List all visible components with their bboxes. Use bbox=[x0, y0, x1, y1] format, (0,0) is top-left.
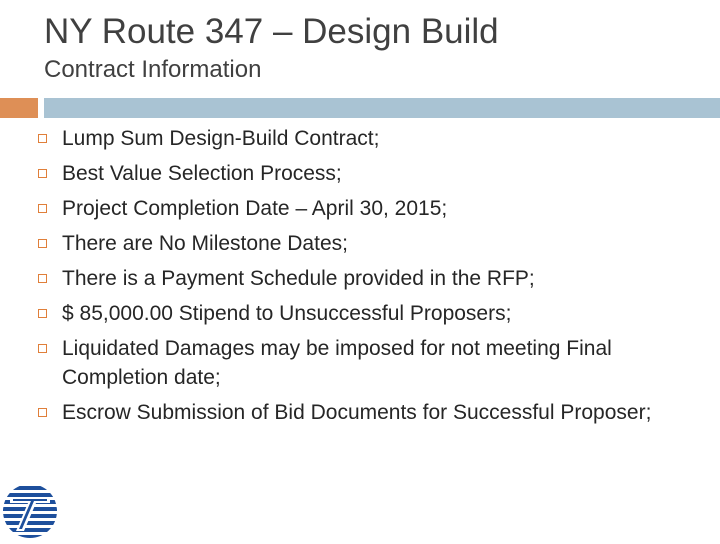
square-bullet-icon bbox=[38, 274, 47, 283]
bullet-text: $ 85,000.00 Stipend to Unsuccessful Proposers; bbox=[62, 302, 512, 325]
list-item bbox=[38, 264, 708, 293]
square-bullet-icon bbox=[38, 134, 47, 143]
square-bullet-icon bbox=[38, 344, 47, 353]
list-item bbox=[38, 229, 708, 258]
square-bullet-icon bbox=[38, 204, 47, 213]
header-accent-bar bbox=[0, 98, 38, 118]
bullet-text: There is a Payment Schedule provided in the RFP; bbox=[62, 267, 535, 290]
nysdot-logo-icon bbox=[2, 483, 58, 539]
slide-subtitle: Contract Information bbox=[44, 56, 262, 83]
bullet-text: Escrow Submission of Bid Documents for Successful Proposer; bbox=[62, 401, 652, 424]
bullet-text: Project Completion Date – April 30, 2015; bbox=[62, 197, 448, 220]
square-bullet-icon bbox=[38, 309, 47, 318]
list-item bbox=[38, 194, 708, 223]
bullet-text: Lump Sum Design-Build Contract; bbox=[62, 127, 380, 150]
header-divider-bar bbox=[44, 98, 720, 118]
square-bullet-icon bbox=[38, 408, 47, 417]
list-item bbox=[38, 334, 708, 392]
square-bullet-icon bbox=[38, 239, 47, 248]
bullet-text: Best Value Selection Process; bbox=[62, 162, 342, 185]
square-bullet-icon bbox=[38, 169, 47, 178]
bullet-text: Liquidated Damages may be imposed for not meeting Final Completion date; bbox=[62, 337, 612, 389]
list-item bbox=[38, 159, 708, 188]
bullet-list bbox=[38, 124, 708, 433]
list-item bbox=[38, 398, 708, 427]
slide-title: NY Route 347 – Design Build bbox=[44, 12, 499, 51]
list-item bbox=[38, 299, 708, 328]
list-item bbox=[38, 124, 708, 153]
bullet-text: There are No Milestone Dates; bbox=[62, 232, 348, 255]
